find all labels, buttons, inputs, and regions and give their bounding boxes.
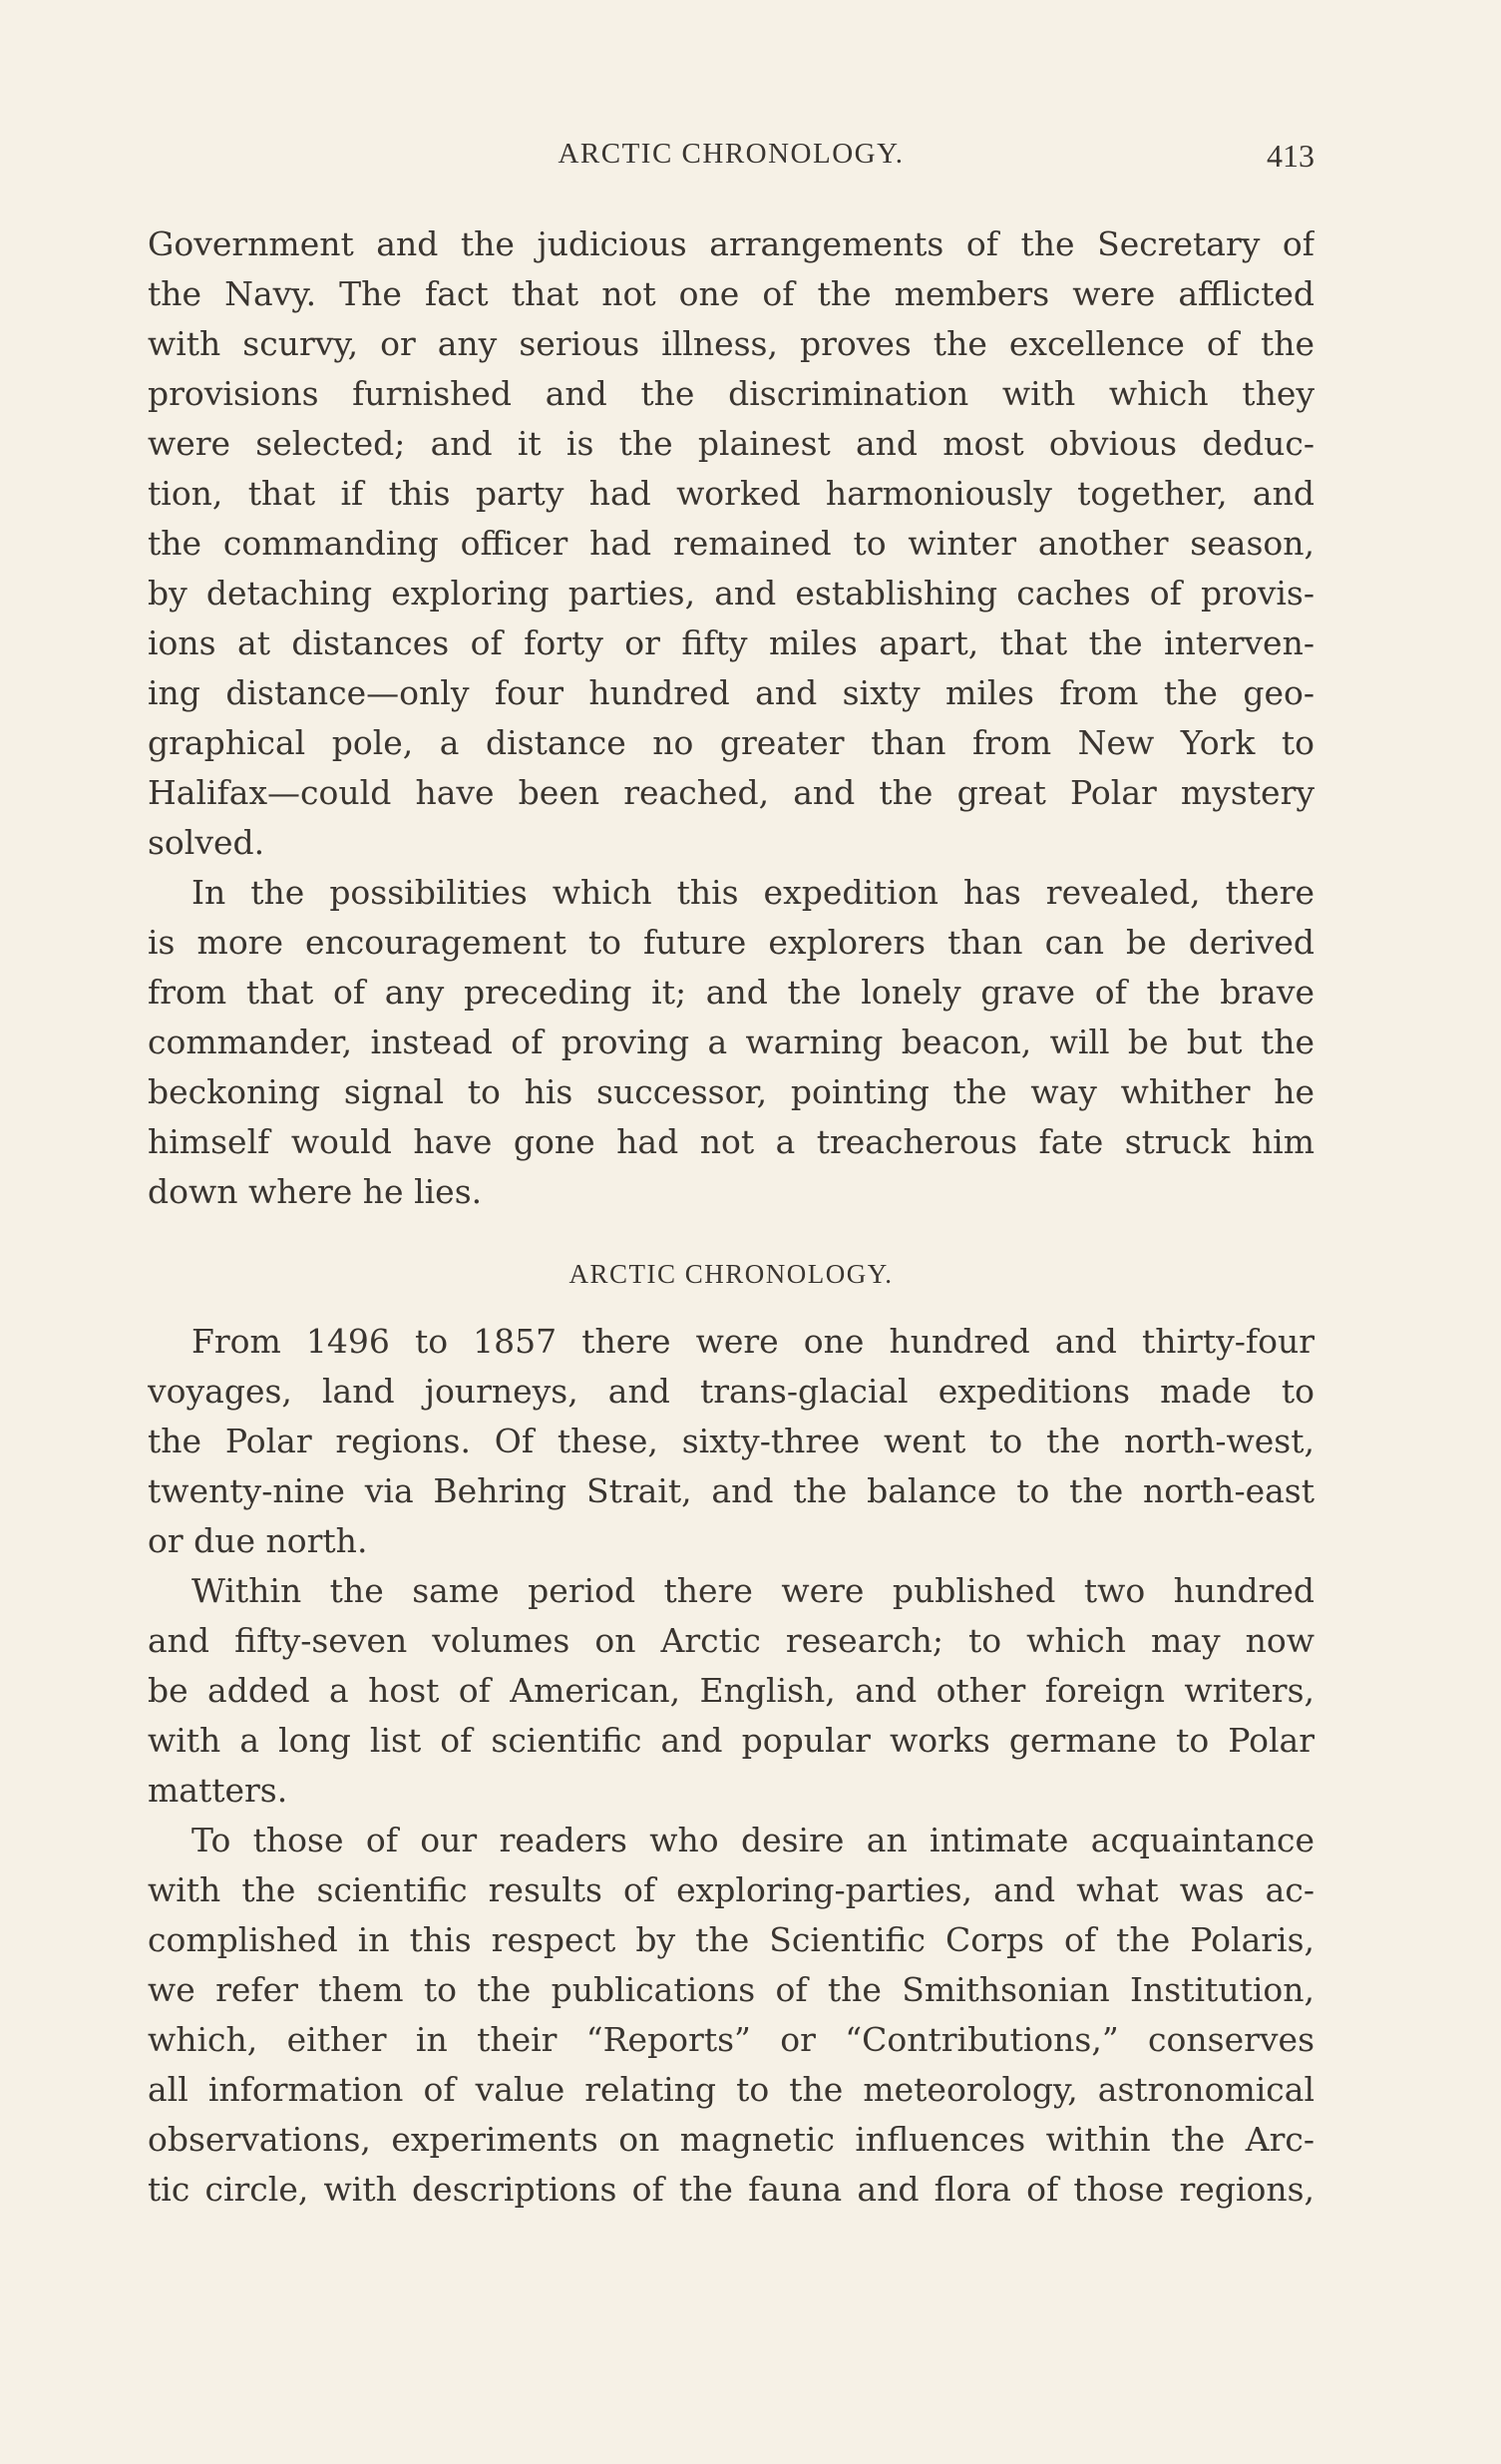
- running-title: ARCTIC CHRONOLOGY.: [558, 138, 905, 170]
- text-line: which, either in their “Reports” or “Contributions,” conserves: [148, 2020, 1314, 2059]
- text-line: by detaching exploring parties, and establishing caches of provis-: [148, 574, 1314, 613]
- body-text-bottom: [148, 1317, 1314, 2215]
- text-line: all information of value relating to the meteorology, astronomical: [148, 2070, 1314, 2109]
- text-line: commander, instead of proving a warning beacon, will be but the: [148, 1023, 1314, 1061]
- text-line: To those of our readers who desire an intimate acquaintance: [191, 1821, 1314, 1859]
- text-line: himself would have gone had not a treacherous fate struck him: [148, 1122, 1314, 1161]
- text-line: ing distance—only four hundred and sixty miles from the geo-: [148, 673, 1314, 712]
- text-line: were selected; and it is the plainest and most obvious deduc-: [148, 424, 1314, 463]
- text-line: ions at distances of forty or fifty miles apart, that the interven-: [148, 623, 1314, 662]
- text-line: Government and the judicious arrangements of the Secretary of: [148, 224, 1314, 263]
- text-line: from that of any preceding it; and the lonely grave of the brave: [148, 973, 1314, 1012]
- text-line: the Navy. The fact that not one of the members were afflicted: [148, 274, 1314, 313]
- text-line: provisions furnished and the discrimination with which they: [148, 374, 1314, 413]
- page-number: 413: [1267, 138, 1314, 174]
- text-line: beckoning signal to his successor, pointing the way whither he: [148, 1072, 1314, 1111]
- section-heading: ARCTIC CHRONOLOGY.: [568, 1259, 894, 1289]
- text-line: observations, experiments on magnetic influences within the Arc-: [148, 2120, 1314, 2159]
- text-line: and fifty-seven volumes on Arctic research; to which may now: [148, 1621, 1314, 1660]
- text-line: solved.: [148, 823, 265, 862]
- text-line: tic circle, with descriptions of the fauna and flora of those regions,: [148, 2170, 1314, 2209]
- text-line: or due north.: [148, 1521, 368, 1560]
- text-line: with a long list of scientific and popular works germane to Polar: [148, 1721, 1314, 1760]
- text-line: voyages, land journeys, and trans-glacial expeditions made to: [148, 1372, 1314, 1411]
- text-line: Halifax—could have been reached, and the great Polar mystery: [148, 773, 1314, 812]
- text-line: twenty-nine via Behring Strait, and the balance to the north-east: [148, 1471, 1314, 1510]
- text-line: Within the same period there were published two hundred: [191, 1571, 1314, 1610]
- text-line: is more encouragement to future explorers than can be derived: [148, 923, 1314, 962]
- text-line: matters.: [148, 1771, 288, 1810]
- text-line: graphical pole, a distance no greater than from New York to: [148, 723, 1314, 762]
- text-line: down where he lies.: [148, 1172, 483, 1211]
- text-line: be added a host of American, English, and other foreign writers,: [148, 1671, 1314, 1710]
- text-line: we refer them to the publications of the Smithsonian Institution,: [148, 1970, 1314, 2009]
- text-line: From 1496 to 1857 there were one hundred and thirty-four: [191, 1322, 1314, 1361]
- text-line: the commanding officer had remained to winter another season,: [148, 524, 1314, 563]
- text-line: the Polar regions. Of these, sixty-three went to the north-west,: [148, 1422, 1314, 1460]
- text-line: complished in this respect by the Scientific Corps of the Polaris,: [148, 1920, 1314, 1959]
- running-head: [148, 138, 1314, 178]
- text-line: with the scientific results of exploring-parties, and what was ac-: [148, 1870, 1314, 1909]
- text-line: In the possibilities which this expedition has revealed, there: [191, 873, 1314, 912]
- body-text-top: [148, 219, 1314, 1217]
- text-line: with scurvy, or any serious illness, proves the excellence of the: [148, 324, 1314, 363]
- text-line: tion, that if this party had worked harmoniously together, and: [148, 474, 1314, 513]
